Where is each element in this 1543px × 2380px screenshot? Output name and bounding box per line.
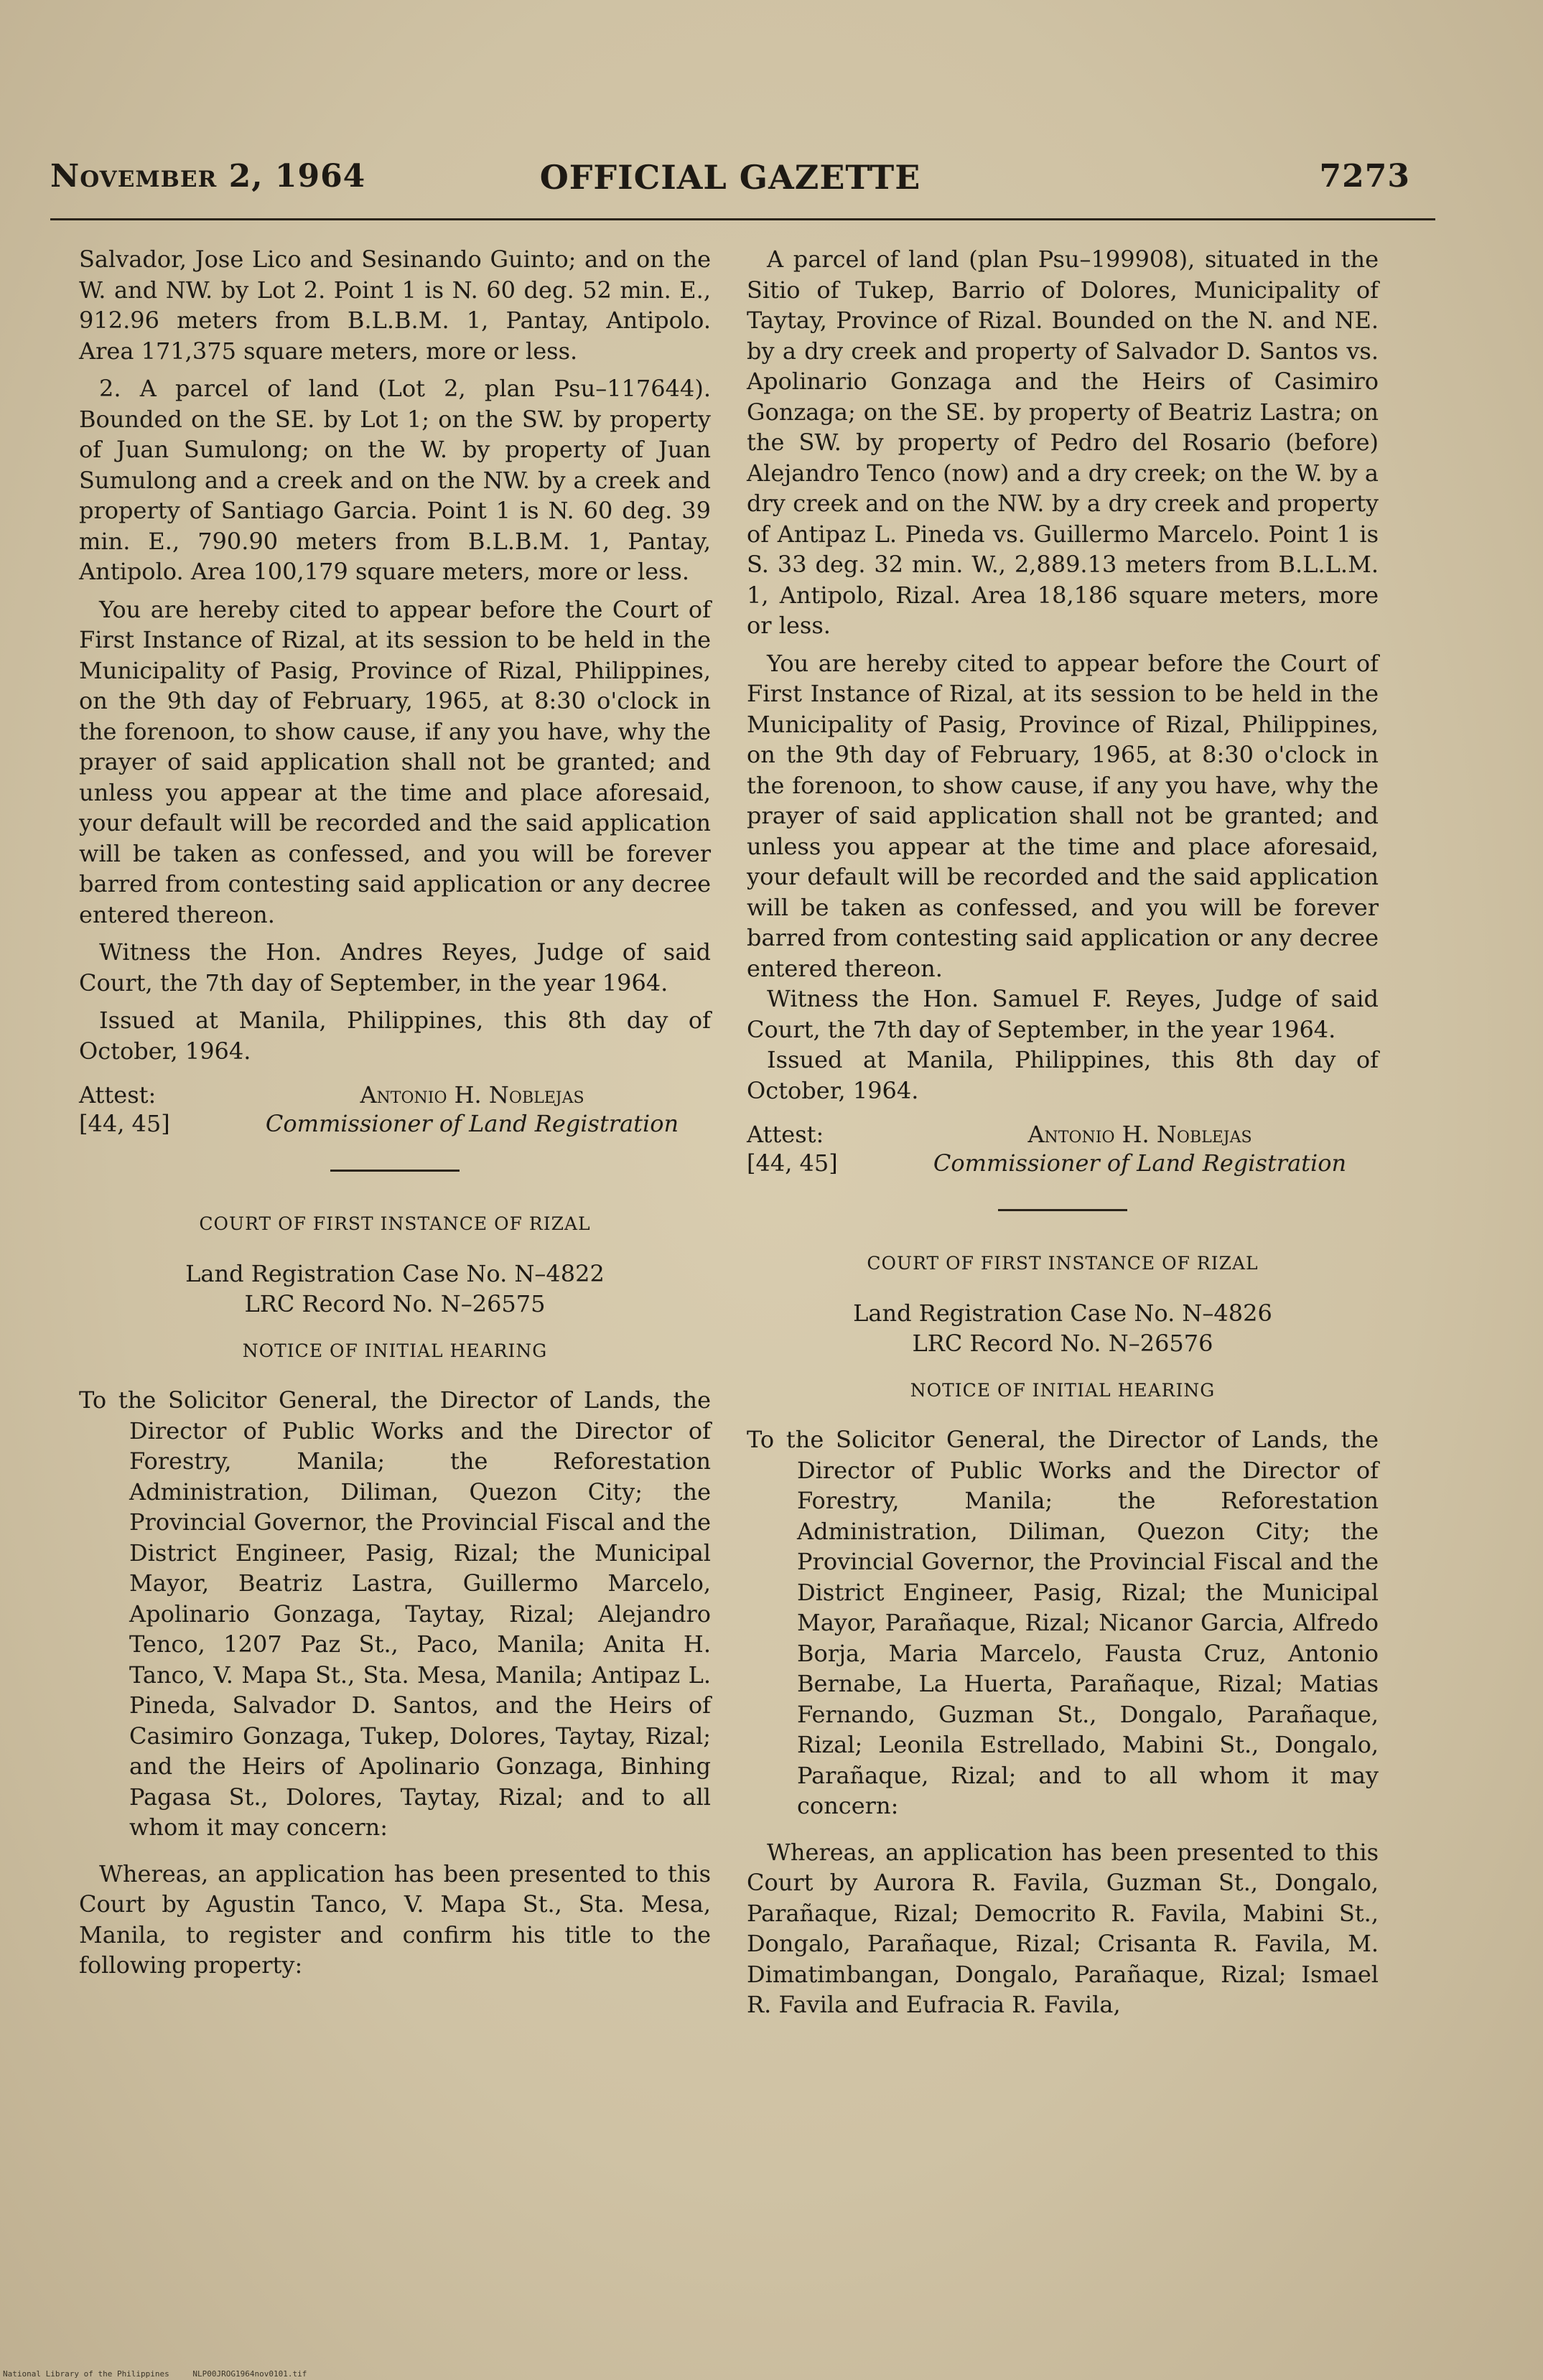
left-notice-heading: NOTICE OF INITIAL HEARING [242,1340,548,1361]
right-attestation [747,1120,1379,1177]
left-attest-label: Attest: [79,1081,157,1109]
footer-filename: NLP00JROG1964nov0101.tif [192,2369,307,2379]
right-court-heading: COURT OF FIRST INSTANCE OF RIZAL [867,1253,1259,1274]
left-signer: Antonio H. Noblejas [360,1081,584,1109]
right-signer-title: Commissioner of Land Registration [933,1149,1347,1177]
right-whereas: Whereas, an application has been presented to this Court by Aurora R. Favila, Guzman St., Dongalo, Parañaque, Rizal; Democrito R. Favila, Mabini St., Dongalo, Parañaque, Rizal; Crisanta R. Favila, M. Dimatimbangan, Dongalo, Parañaque, Rizal; Ismael R. Favila and Eufracia R. Favila, [747,1838,1379,2018]
left-whereas: Whereas, an application has been presented to this Court by Agustin Tanco, V. Mapa St., Sta. Mesa, Manila, to register and confirm his title to the following property: [79,1859,711,1979]
footer-library: National Library of the Philippines [3,2369,169,2379]
right-column [747,244,1379,2020]
right-addressees: To the Solicitor General, the Director of Lands, the Director of Public Works and the Director of Forestry, Manila; the Reforestation Administration, Diliman, Quezon City; the Provincial Governor, the Provincial Fiscal and the District Engineer, Pasig, Rizal; the Municipal Mayor, Parañaque, Rizal; Nicanor Garcia, Alfredo Borja, Maria Marcelo, Fausta Cruz, Antonio Bernabe, La Huerta, Parañaque, Rizal; Matias Fernando, Guzman St., Dongalo, Parañaque, Rizal; Leonila Estrellado, Mabini St., Dongalo, Parañaque, Rizal; and to all whom it may concern: [747,1426,1379,1819]
left-paragraph-2: 2. A parcel of land (Lot 2, plan Psu–117644). Bounded on the SE. by Lot 1; on the SW. by property of Juan Sumulong; on the W. by property of Juan Sumulong and a creek and on the NW. by a creek and property of Santiago Garcia. Point 1 is N. 60 deg. 39 min. E., 790.90 meters from B.L.B.M. 1, Pantay, Antipolo. Area 100,179 square meters, more or less. [79,375,711,585]
left-lrc-number: LRC Record No. N–26575 [244,1289,546,1317]
left-addressees: To the Solicitor General, the Director of Lands, the Director of Public Works and the Director of Forestry, Manila; the Reforestation Administration, Diliman, Quezon City; the Provincial Governor, the Provincial Fiscal and the District Engineer, Pasig, Rizal; the Municipal Mayor, Beatriz Lastra, Guillermo Marcelo, Apolinario Gonzaga, Taytay, Rizal; Alejandro Tenco, 1207 Paz St., Paco, Manila; Anita H. Tanco, V. Mapa St., Sta. Mesa, Manila; Antipaz L. Pineda, Salvador D. Santos, and the Heirs of Casimiro Gonzaga, Tukep, Dolores, Taytay, Rizal; and the Heirs of Apolinario Gonzaga, Binhing Pagasa St., Dolores, Taytay, Rizal; and to all whom it may concern: [79,1386,711,1841]
right-issued-paragraph: Issued at Manila, Philippines, this 8th day of October, 1964. [747,1046,1379,1104]
left-issued-paragraph: Issued at Manila, Philippines, this 8th day of October, 1964. [79,1007,711,1065]
left-citation-paragraph: You are hereby cited to appear before the Court of First Instance of Rizal, at its session to be held in the Municipality of Pasig, Province of Rizal, Philippines, on the 9th day of February, 1965, at 8:30 o'clock in the forenoon, to show cause, if any you have, why the prayer of said application shall not be granted; and unless you appear at the time and place aforesaid, your default will be recorded and the said application will be taken as confessed, and you will be forever barred from contesting said application or any decree entered thereon. [79,595,711,928]
left-column [79,244,711,1981]
left-divider [330,1170,460,1172]
left-ref: [44, 45] [79,1110,170,1137]
left-attestation [79,1081,711,1138]
right-witness-paragraph: Witness the Hon. Samuel F. Reyes, Judge of said Court, the 7th day of September, in the year 1964. [747,985,1379,1043]
right-divider [998,1209,1127,1211]
right-attest-label: Attest: [747,1121,824,1148]
right-case-number: Land Registration Case No. N–4826 [853,1299,1272,1327]
right-lrc-number: LRC Record No. N–26576 [912,1329,1213,1357]
header-rule [50,218,1435,220]
page-number: 7273 [1319,158,1410,195]
right-signer: Antonio H. Noblejas [1027,1121,1252,1148]
left-court-heading: COURT OF FIRST INSTANCE OF RIZAL [199,1213,591,1234]
page-header [50,158,1410,201]
publication-title: OFFICIAL GAZETTE [539,158,921,197]
issue-date: November 2, 1964 [50,158,366,195]
right-ref: [44, 45] [747,1149,838,1177]
left-paragraph-1: Salvador, Jose Lico and Sesinando Guinto; and on the W. and NW. by Lot 2. Point 1 is N. 60 deg. 52 min. E., 912.96 meters from B.L.B.M. 1, Pantay, Antipolo. Area 171,375 square meters, more or less. [79,246,711,365]
left-case-number: Land Registration Case No. N–4822 [185,1259,605,1287]
right-citation-paragraph: You are hereby cited to appear before the Court of First Instance of Rizal, at its session to be held in the Municipality of Pasig, Province of Rizal, Philippines, on the 9th day of February, 1965, at 8:30 o'clock in the forenoon, to show cause, if any you have, why the prayer of said application shall not be granted; and unless you appear at the time and place aforesaid, your default will be recorded and the said application will be taken as confessed, and you will be forever barred from contesting said application or any decree entered thereon. [747,649,1379,982]
scan-footer [3,2369,325,2379]
right-notice-heading: NOTICE OF INITIAL HEARING [910,1379,1216,1401]
right-paragraph-1: A parcel of land (plan Psu–199908), situated in the Sitio of Tukep, Barrio of Dolores, Municipality of Taytay, Province of Rizal. Bounded on the N. and NE. by a dry creek and property of Salvador D. Santos vs. Apolinario Gonzaga and the Heirs of Casimiro Gonzaga; on the SE. by property of Beatriz Lastra; on the SW. by property of Pedro del Rosario (before) Alejandro Tenco (now) and a dry creek; on the W. by a dry creek and on the NW. by a dry creek and property of Antipaz L. Pineda vs. Guillermo Marcelo. Point 1 is S. 33 deg. 32 min. W., 2,889.13 meters from B.L.L.M. 1, Antipolo, Rizal. Area 18,186 square meters, more or less. [747,246,1379,639]
left-signer-title: Commissioner of Land Registration [265,1110,679,1137]
left-witness-paragraph: Witness the Hon. Andres Reyes, Judge of said Court, the 7th day of September, in the year 1964. [79,938,711,997]
